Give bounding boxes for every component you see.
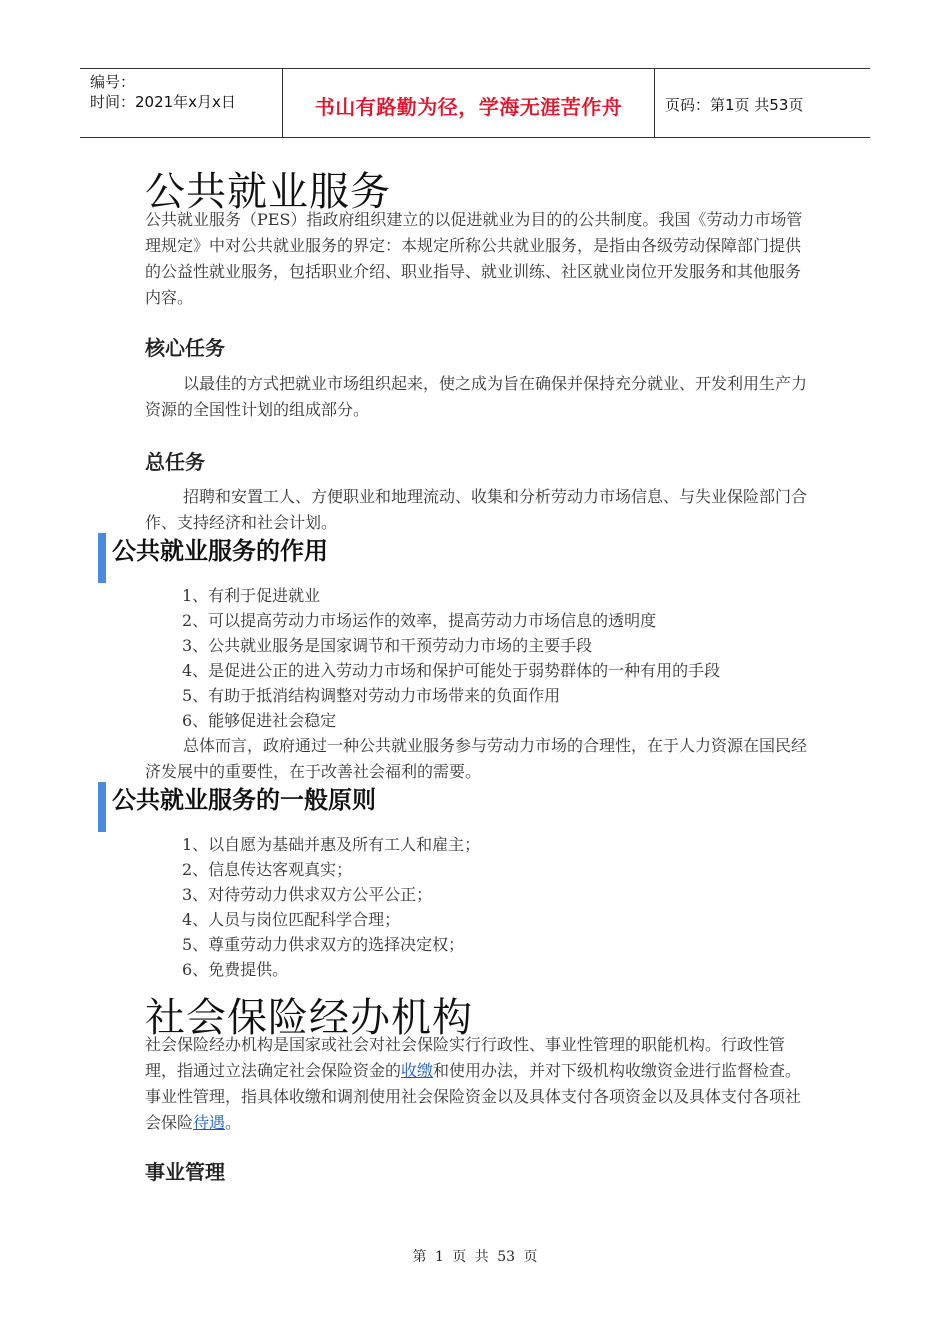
header-page-code: 页码：第1页 共53页	[665, 96, 804, 114]
header-page-cell	[655, 69, 870, 137]
heading-core-tasks: 核心任务	[145, 336, 225, 360]
header-meta-cell	[80, 69, 283, 137]
section-title-social-insurance: 社会保险经办机构	[145, 995, 473, 1041]
heading-roles: 公共就业服务的作用	[98, 533, 328, 583]
link-benefits[interactable]: 待遇	[193, 1113, 226, 1132]
list-item: 2、信息传达客观真实；	[182, 860, 353, 879]
heading-business-management: 事业管理	[145, 1160, 225, 1184]
roles-summary: 总体而言，政府通过一种公共就业服务参与劳动力市场的合理性，在于人力资源在国民经济发展中的重要性，在于改善社会福利的需要。	[145, 736, 808, 781]
list-item: 3、对待劳动力供求双方公平公正；	[182, 885, 433, 904]
list-item: 4、人员与岗位匹配科学合理；	[182, 910, 401, 929]
list-item: 1、有利于促进就业	[182, 586, 321, 605]
list-item: 2、可以提高劳动力市场运作的效率，提高劳动力市场信息的透明度	[182, 611, 657, 630]
social-insurance-text	[145, 1032, 810, 1136]
header-motto-cell	[283, 69, 655, 137]
core-tasks-text: 以最佳的方式把就业市场组织起来，使之成为旨在确保并保持充分就业、开发利用生产力资源的全国性计划的组成部分。	[145, 374, 808, 419]
social-insurance-text-part1: 社会保险经办机构是国家或社会对社会保险实行行政性、事业性管理的职能机构。行政性管理，指通过立法确定社会保险资金的	[145, 1035, 786, 1080]
roles-list	[182, 583, 720, 733]
document-header	[80, 68, 870, 138]
section-title-public-employment: 公共就业服务	[145, 169, 391, 215]
document-number-label: 编号：	[90, 73, 136, 91]
list-item: 1、以自愿为基础并惠及所有工人和雇主；	[182, 835, 481, 854]
list-item: 5、尊重劳动力供求双方的选择决定权；	[182, 935, 465, 954]
list-item: 3、公共就业服务是国家调节和干预劳动力市场的主要手段	[182, 636, 593, 655]
page-footer: 第 1 页 共 53 页	[412, 1249, 538, 1265]
link-collection[interactable]: 收缴	[401, 1061, 434, 1080]
list-item: 6、免费提供。	[182, 960, 289, 979]
social-insurance-text-part2: 和使用办法，并对下级机构收缴资金进行监督检查。事业性管理，指具体收缴和调剂使用社会保险资金以及具体支付各项资金以及具体支付各项社会保险	[145, 1061, 802, 1132]
general-tasks-text: 招聘和安置工人、方便职业和地理流动、收集和分析劳动力市场信息、与失业保险部门合作、支持经济和社会计划。	[145, 487, 808, 532]
heading-principles: 公共就业服务的一般原则	[98, 782, 376, 832]
header-motto: 书山有路勤为径，学海无涯苦作舟	[314, 95, 623, 119]
document-date-label: 时间：2021年x月x日	[90, 93, 236, 111]
public-employment-intro: 公共就业服务（PES）指政府组织建立的以促进就业为目的的公共制度。我国《劳动力市场管理规定》中对公共就业服务的界定：本规定所称公共就业服务，是指由各级劳动保障部门提供的公益性就业服务，包括职业介绍、职业指导、就业训练、社区就业岗位开发服务和其他服务内容。	[145, 210, 803, 307]
list-item: 5、有助于抵消结构调整对劳动力市场带来的负面作用	[182, 686, 561, 705]
heading-general-tasks: 总任务	[145, 450, 205, 474]
list-item: 6、能够促进社会稳定	[182, 711, 337, 730]
social-insurance-text-part3: 。	[225, 1113, 242, 1132]
principles-list	[182, 832, 480, 982]
list-item: 4、是促进公正的进入劳动力市场和保护可能处于弱势群体的一种有用的手段	[182, 661, 721, 680]
